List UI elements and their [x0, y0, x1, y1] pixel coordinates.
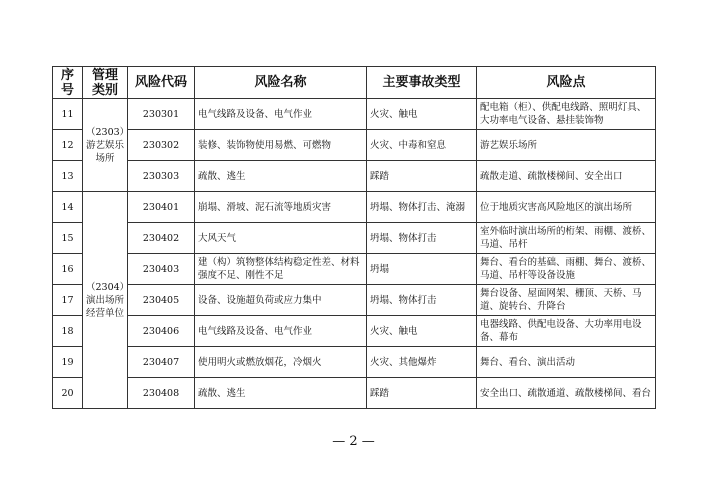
row-type: 坍塌、物体打击、淹溺	[367, 192, 477, 223]
row-code: 230302	[128, 130, 195, 161]
row-no: 18	[53, 316, 83, 347]
row-points: 安全出口、疏散通道、疏散楼梯间、看台	[477, 378, 656, 409]
row-points: 疏散走道、疏散楼梯间、安全出口	[477, 161, 656, 192]
row-name: 疏散、逃生	[195, 161, 367, 192]
row-name: 疏散、逃生	[195, 378, 367, 409]
row-code: 230405	[128, 285, 195, 316]
row-type: 火灾、其他爆炸	[367, 347, 477, 378]
risk-table	[52, 66, 656, 409]
row-points: 游艺娱乐场所	[477, 130, 656, 161]
row-code: 230402	[128, 223, 195, 254]
category-cell: （2303）游艺娱乐场所	[83, 99, 128, 192]
table-row	[53, 161, 656, 192]
table-row	[53, 378, 656, 409]
header-category: 管理类别	[83, 67, 128, 99]
row-type: 坍塌、物体打击	[367, 285, 477, 316]
table-row	[53, 99, 656, 130]
row-points: 舞台、看台的基础、雨棚、舞台、渡桥、马道、吊杆等设备设施	[477, 254, 656, 285]
row-name: 电气线路及设备、电气作业	[195, 316, 367, 347]
row-name: 电气线路及设备、电气作业	[195, 99, 367, 130]
row-no: 19	[53, 347, 83, 378]
row-name: 建（构）筑物整体结构稳定性差、材料强度不足、刚性不足	[195, 254, 367, 285]
row-type: 坍塌、物体打击	[367, 223, 477, 254]
row-code: 230408	[128, 378, 195, 409]
row-type: 火灾、中毒和窒息	[367, 130, 477, 161]
row-code: 230303	[128, 161, 195, 192]
table-row	[53, 130, 656, 161]
table-header-row	[53, 67, 656, 99]
row-no: 16	[53, 254, 83, 285]
row-code: 230403	[128, 254, 195, 285]
row-code: 230301	[128, 99, 195, 130]
row-name: 设备、设施超负荷或应力集中	[195, 285, 367, 316]
row-points: 室外临时演出场所的桁架、雨棚、渡桥、马道、吊杆	[477, 223, 656, 254]
row-no: 20	[53, 378, 83, 409]
header-no: 序号	[53, 67, 83, 99]
table-row	[53, 223, 656, 254]
category-cell: （2304）演出场所经营单位	[83, 192, 128, 409]
row-code: 230407	[128, 347, 195, 378]
table-row	[53, 192, 656, 223]
row-name: 装修、装饰物使用易燃、可燃物	[195, 130, 367, 161]
row-no: 11	[53, 99, 83, 130]
header-name: 风险名称	[195, 67, 367, 99]
row-points: 舞台、看台、演出活动	[477, 347, 656, 378]
table-row	[53, 285, 656, 316]
table-row	[53, 316, 656, 347]
row-type: 坍塌	[367, 254, 477, 285]
row-type: 火灾、触电	[367, 99, 477, 130]
page-number: — 2 —	[332, 434, 375, 449]
header-risk-points: 风险点	[477, 67, 656, 99]
table-row	[53, 347, 656, 378]
row-no: 14	[53, 192, 83, 223]
row-name: 大风天气	[195, 223, 367, 254]
row-points: 舞台设备、屋面网架、栅顶、天桥、马道、旋转台、升降台	[477, 285, 656, 316]
row-type: 踩踏	[367, 161, 477, 192]
row-name: 使用明火或燃放烟花，冷烟火	[195, 347, 367, 378]
row-no: 15	[53, 223, 83, 254]
row-no: 13	[53, 161, 83, 192]
table-row	[53, 254, 656, 285]
header-code: 风险代码	[128, 67, 195, 99]
row-points: 位于地质灾害高风险地区的演出场所	[477, 192, 656, 223]
row-code: 230406	[128, 316, 195, 347]
row-no: 12	[53, 130, 83, 161]
row-points: 电器线路、供配电设备、大功率用电设备、幕布	[477, 316, 656, 347]
row-name: 崩塌、滑坡、泥石流等地质灾害	[195, 192, 367, 223]
header-accident-type: 主要事故类型	[367, 67, 477, 99]
row-type: 踩踏	[367, 378, 477, 409]
row-type: 火灾、触电	[367, 316, 477, 347]
row-code: 230401	[128, 192, 195, 223]
row-points: 配电箱（柜）、供配电线路、照明灯具、大功率电气设备、悬挂装饰物	[477, 99, 656, 130]
row-no: 17	[53, 285, 83, 316]
